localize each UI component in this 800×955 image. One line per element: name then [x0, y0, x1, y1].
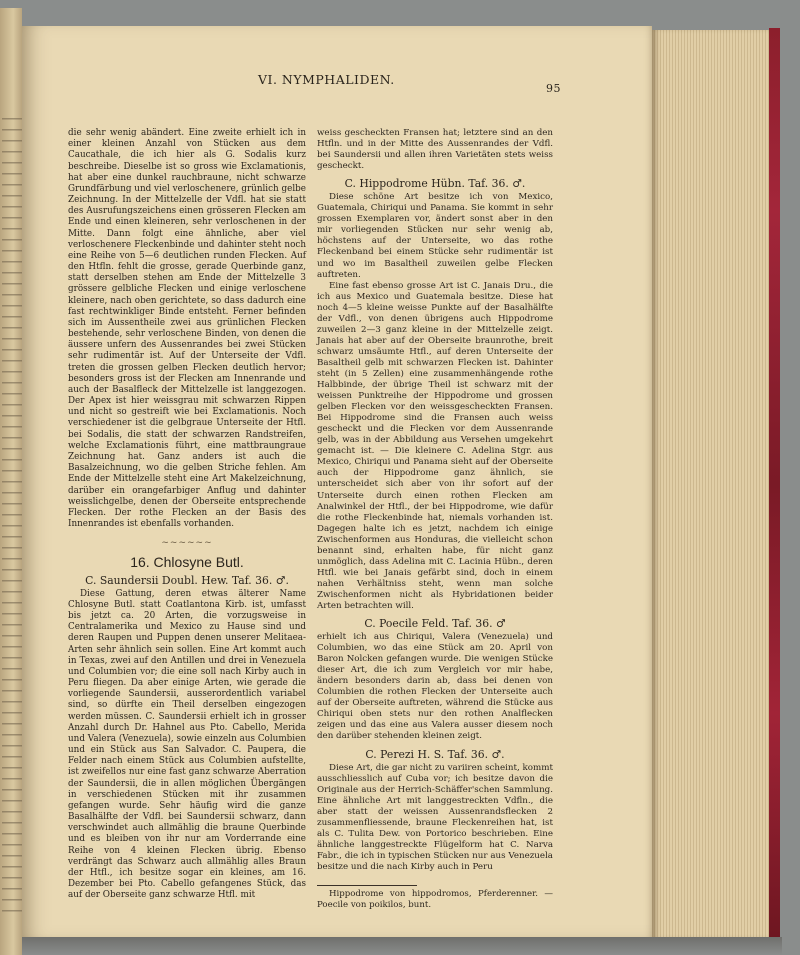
genus-heading: 16. Chlosyne Butl.: [130, 554, 244, 571]
species-heading: C. Poecile Feld. Taf. 36. ♂: [364, 617, 506, 631]
paragraph: Diese Gattung, deren etwas älterer Name Chlosyne Butl. statt Coatlantona Kirb. ist, umfasst bis jetzt ca. 20 Arten, die vorzugsweise in Centralamerika und Mexico zu Hause sind und deren Raupen und Puppen denen unserer Melitaea-Arten sehr ähnlich sein sollen. Eine Art kommt auch in Texas, zwei auf den Antillen und drei in Venezuela und Columbien vor; die eine soll nach Kirby auch in Peru fliegen. Da aber einige Arten, wie gerade die vorliegende Saundersii, ausserordentlich variabel sind, so dürfte ein Theil derselben eingezogen werden müssen. C. Saundersii erhielt ich in grosser Anzahl durch Dr. Hahnel aus Pto. Cabello, Merida und Valera (Venezuela), sowie einzeln aus Columbien und ein Stück aus San Salvador. C. Paupera, die Felder nach einem Stück aus Columbien aufstellte, ist zweifellos nur eine fast ganz schwarze Aberration der Saundersii, die in allen möglichen Übergängen in verschiedenen Stücken mit ihr zusammen gefangen wurde. Sehr häufig wird die ganze Basalhälfte der Vdfl. bei Saundersii schwarz, dann verschwindet auch allmählig die braune Querbinde und es bleiben von ihr nur am Vorderrande eine Reihe von 4 kleinen Flecken übrig. Ebenso verdrängt das Schwarz auch allmählig alles Braun der Htfl., ich besitze sogar ein kleines, am 16. Dezember bei Pto. Cabello gefangenes Stück, das auf der Oberseite ganz schwarze Htfl. mit: [68, 588, 306, 901]
page-shadow: [22, 937, 782, 955]
running-title: VI. NYMPHALIDEN.: [258, 72, 395, 87]
ornament: ~~~~~~: [161, 538, 213, 549]
species-heading: C. Hippodrome Hübn. Taf. 36. ♂.: [344, 177, 526, 191]
paragraph: Diese schöne Art besitze ich von Mexico, Guatemala, Chiriqui und Panama. Sie kommt in sehr grossen Exemplaren vor, ändert sonst aber in den mir vorliegenden Stücken nur sehr wenig ab, höchstens auf der Unterseite, wo das rothe Fleckenband bei einem Stücke sehr rudimentär ist und wo im Basaltheil zuweilen gelbe Flecken auftreten.: [317, 192, 553, 280]
left-page-edge: [0, 8, 22, 955]
footnote: Hippodrome von hippodromos, Pferderenner. — Poecile von poikilos, bunt.: [317, 889, 553, 911]
page-block-edge: [652, 30, 769, 938]
paragraph: Diese Art, die gar nicht zu variiren scheint, kommt ausschliesslich auf Cuba vor; ich besitze davon die Originale aus der Herrich-Schäffer'schen Sammlung. Eine ähnliche Art mit langgestreckten Vdfln., die aber statt der weissen Aussenrandsflecken 2 zusammenfliessende, braune Fleckenreihen hat, ist als C. Tulita Dew. von Portorico beschrieben. Eine ähnliche langgestreckte Flügelform hat C. Narva Fabr., die ich in typischen Stücken nur aus Venezuela besitze und die nach Kirby auch in Peru: [317, 762, 553, 872]
species-heading: C. Saundersii Doubl. Hew. Taf. 36. ♂.: [85, 573, 289, 587]
book-cover: [769, 28, 780, 942]
paragraph: die sehr wenig abändert. Eine zweite erhielt ich in einer kleinen Anzahl von Stücken aus dem Caucathale, die ich hier als G. Sodalis kurz beschreibe. Dieselbe ist so gross wie Exclamationis, hat aber eine dunkel rauchbraune, nicht schwarze Grundfärbung und viel verloschenere, grünlich gelbe Zeichnung. In der Mittelzelle der Vdfl. hat sie statt des Ausrufungszeichens einen grösseren Flecken am Ende und einen kleineren, sehr verloschenen in der Mitte. Dann folgt eine ähnliche, aber viel verloschenere Fleckenbinde und dahinter steht noch eine Reihe von 5—6 deutlichen runden Flecken. Auf den Htfln. fehlt die grosse, gerade Querbinde ganz, statt derselben stehen am Ende der Mittelzelle 3 grössere gelbliche Flecken und einige verloschene kleinere, nach oben gerichtete, so dass dadurch eine fast rechtwinkliger Binde entsteht. Ferner befinden sich im Aussentheile zwei aus grünlichen Flecken bestehende, sehr verloschene Binden, von denen die äussere unfern des Aussenrandes bei zwei Stücken sehr rudimentär ist. Auf der Unterseite der Vdfl. treten die grossen gelben Flecken deutlich hervor; besonders gross ist der Flecken am Innenrande und auch der Basalfleck der Mittelzelle ist langgezogen. Der Apex ist hier weissgrau mit schwarzen Rippen und nicht so gestreift wie bei Exclamationis. Noch verschiedener ist die gelbgraue Unterseite der Htfl. bei Sodalis, die statt der schwarzen Randstreifen, welche Exclamationis führt, eine mattbraungraue Zeichnung hat. Ganz anders ist auch die Basalzeichnung, wo die gelben Striche fehlen. Am Ende der Mittelzelle steht eine Art Makelzeichnung, darüber ein orangefarbiger Anflug und dahinter weisslichgelbe, denen der Oberseite entsprechende Flecken. Der rothe Flecken an der Basis des Innenrandes ist ebenfalls vorhanden.: [68, 128, 306, 530]
paragraph: erhielt ich aus Chiriqui, Valera (Venezuela) und Columbien, wo das eine Stück am 20. April von Baron Nolcken gefangen wurde. Die wenigen Stücke dieser Art, die ich zum Vergleich vor mir habe, ändern besonders darin ab, dass bei denen von Columbien die rothen Flecken der Unterseite auch auf der Oberseite auftreten, während die Stücke aus Chiriqui oben stets nur den rothen Analflecken zeigen und das eine aus Valera ausser diesem noch den darüber stehenden kleinen zeigt.: [317, 632, 553, 742]
paragraph: Eine fast ebenso grosse Art ist C. Janais Dru., die ich aus Mexico und Guatemala besitze. Diese hat noch 4—5 kleine weisse Punkte auf der Basalhälfte der Vdfl., von denen übrigens auch Hippodrome zuweilen 2—3 ganz kleine in der Mittelzelle zeigt. Janais hat aber auf der Oberseite braunrothe, breit schwarz umsäumte Htfl., auf deren Unterseite der Basaltheil gelb mit schwarzen Flecken ist. Dahinter steht (in 5 Zellen) eine zusammenhängende rothe Halbbinde, der übrige Theil ist schwarz mit der weissen Punktreihe der Hippodrome und grossen gelben Flecken vor den weissgescheckten Fransen. Bei Hippodrome sind die Fransen auch weiss gescheckt und die Flecken vor dem Aussenrande gelb, was in der Abbildung aus Versehen umgekehrt gemacht ist. — Die kleinere C. Adelina Stgr. aus Mexico, Chiriqui und Panama sieht auf der Oberseite auch der Hippodrome ganz ähnlich, sie unterscheidet sich aber von ihr sofort auf der Unterseite durch einen rothen Flecken am Analwinkel der Htfl., der bei Hippodrome, wie dafür die rothe Fleckenbinde hat, niemals vorhanden ist. Dagegen halte ich es jetzt, nachdem ich einige Zwischenformen aus Honduras, die vielleicht schon benannt sind, erhalten habe, für nicht ganz unmöglich, dass Adelina mit C. Lacinia Hübn., deren Htfl. wie bei Janais gefärbt sind, doch in einem nahen Verhältniss steht, wenn man solche Zwischenformen nicht als Hybridationen beider Arten betrachten will.: [317, 280, 553, 611]
species-heading: C. Perezi H. S. Taf. 36. ♂.: [365, 747, 505, 761]
page-number: 95: [546, 82, 561, 95]
left-column: [68, 128, 306, 902]
right-column: [317, 128, 553, 911]
paragraph: weiss gescheckten Fransen hat; letztere sind an den Htfln. und in der Mitte des Aussenrandes der Vdfl. bei Saundersii und allen ihren Varietäten stets weiss gescheckt.: [317, 128, 553, 172]
